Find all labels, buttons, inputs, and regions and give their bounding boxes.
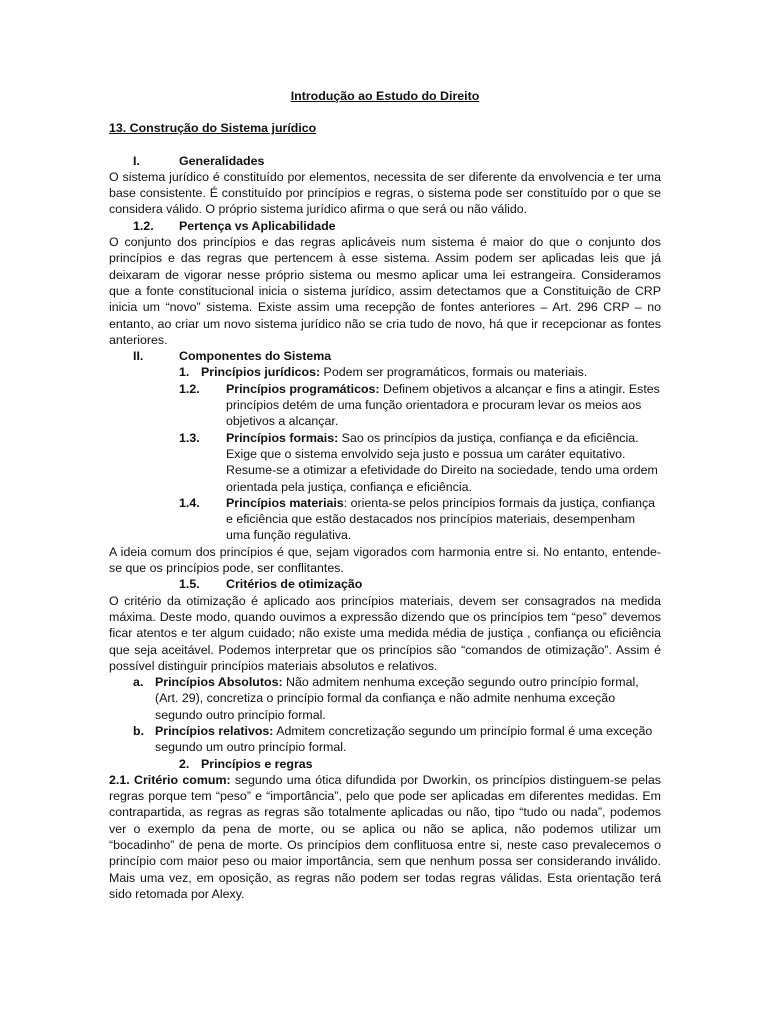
item-number: 1.4. bbox=[179, 495, 200, 510]
paragraph-otimizacao: O critério da otimização é aplicado aos princípios materiais, devem ser consagrados na medida máxima. Deste modo, quando ouvimos a expressão dizendo que os princípios tem “peso” devemos ficar atentos e ter algum cuidado; não existe uma medida média de justiça , confiança ou eficiência que seja aceitável. Podemos interpretar que os princípios são “comandos de otimização”. Assim é possível distinguir princípios materiais absolutos e relativos. bbox=[109, 593, 661, 673]
heading-number: 1.5. bbox=[179, 577, 200, 592]
item-number: 1.2. bbox=[179, 381, 200, 396]
heading-title: Critérios de otimização bbox=[226, 577, 363, 592]
heading-generalidades bbox=[109, 153, 661, 169]
heading-title: Generalidades bbox=[179, 153, 265, 168]
heading-title: Princípios e regras bbox=[201, 756, 313, 771]
paragraph-criterio-comum bbox=[109, 772, 661, 902]
heading-title: Componentes do Sistema bbox=[179, 349, 332, 364]
item-term: 2.1. Critério comum: bbox=[109, 772, 231, 787]
heading-number: I. bbox=[133, 153, 140, 168]
item-term: Princípios jurídicos: bbox=[201, 365, 321, 380]
document-title: Introdução ao Estudo do Direito bbox=[290, 89, 480, 103]
item-principios-juridicos bbox=[109, 364, 661, 380]
document-page bbox=[109, 88, 661, 902]
item-principios-relativos bbox=[109, 723, 661, 756]
item-term: Princípios formais: bbox=[226, 430, 339, 445]
heading-number: 1.2. bbox=[133, 218, 154, 233]
heading-number: II. bbox=[133, 349, 144, 364]
item-principios-formais bbox=[109, 430, 661, 495]
heading-pertenca bbox=[109, 218, 661, 234]
paragraph-generalidades: O sistema jurídico é constituído por elementos, necessita de ser diferente da envolvencia e ter uma base consistente. É constituído por princípios e regras, o sistema pode ser constituído por o que se considera válido. O próprio sistema jurídico afirma o que será ou não válido. bbox=[109, 169, 661, 217]
paragraph-ideia-comum: A ideia comum dos princípios é que, sejam vigorados com harmonia entre si. No entanto, entende-se que os princípios pode, ser conflitantes. bbox=[109, 544, 661, 576]
item-letter: b. bbox=[133, 723, 145, 738]
item-text: : orienta-se pelos princípios formais da justiça, confiança e eficiência que estão destacados nos princípios materiais, desempenham uma função regulativa. bbox=[226, 495, 656, 543]
item-term: Princípios Absolutos: bbox=[155, 675, 283, 690]
item-term: Princípios relativos: bbox=[155, 723, 274, 738]
heading-principios-regras bbox=[109, 756, 661, 772]
item-letter: a. bbox=[133, 675, 144, 690]
item-text: Podem ser programáticos, formais ou materiais. bbox=[320, 365, 588, 380]
paragraph-pertenca: O conjunto dos princípios e das regras aplicáveis num sistema é maior do que o conjunto dos princípios e das regras que pertencem à esse sistema. Assim podem ser aplicadas leis que já deixaram de vigorar nesse próprio sistema ou mesmo aplicar uma lei estrangeira. Consideramos que a fonte constitucional inicia o sistema jurídico, assim detectamos que a Constituição de CRP inicia um “novo” sistema. Existe assim uma recepção de fontes anteriores – Art. 296 CRP – no entanto, ao criar um novo sistema jurídico não se cria tudo de novo, há que ir recepcionar as fontes anteriores. bbox=[109, 235, 661, 347]
item-text: Definem objetivos a alcançar e fins a atingir. Estes princípios detém de uma função orientadora e procuram levar os meios aos objetivos a alcançar. bbox=[226, 381, 660, 429]
item-term: Princípios programáticos: bbox=[226, 381, 380, 396]
item-number: 1. bbox=[179, 365, 190, 380]
item-text: segundo uma ótica difundida por Dworkin, os princípios distinguem-se pelas regras porque tem “peso” e “importância”, pelo que pode ser aplicadas em diferentes medidas. Em contrapartida, as regras as regras são totalmente aplicadas ou não, tipo “tudo ou nada”, podemos ver o exemplo da pena de morte, ou se aplica ou não se aplica, não podemos utilizar um “bocadinho” de pena de morte. Os princípios dem conflituosa entre si, neste caso prevalecemos o princípio com maior peso ou maior importância, sem que nenhum possa ser considerando inválido. Mais uma vez, em oposição, as regras não podem ser todas regras válidas. Esta orientação terá sido retomada por Alexy. bbox=[109, 772, 661, 901]
heading-title: Pertença vs Aplicabilidade bbox=[179, 218, 336, 233]
item-principios-absolutos bbox=[109, 674, 661, 723]
heading-criterios-otimizacao bbox=[109, 576, 661, 592]
heading-componentes bbox=[109, 348, 661, 364]
item-principios-programaticos bbox=[109, 381, 661, 430]
item-text: Não admitem nenhuma exceção segundo outro princípio formal, (Art. 29), concretiza o princípio formal da confiança e não admite nenhuma exceção segundo outro princípio formal. bbox=[155, 675, 639, 722]
item-principios-materiais bbox=[109, 495, 661, 544]
item-term: Princípios materiais bbox=[226, 495, 344, 510]
item-text: Admitem concretização segundo um princípio formal é uma exceção segundo um outro princípio formal. bbox=[155, 723, 653, 755]
heading-number: 2. bbox=[179, 756, 190, 771]
section-heading-13: 13. Construção do Sistema jurídico bbox=[109, 121, 317, 136]
item-number: 1.3. bbox=[179, 430, 200, 445]
item-text: Sao os princípios da justiça, confiança e da eficiência. Exige que o sistema envolvido seja justo e possua um caráter equitativo. Resume-se a otimizar a efetividade do Direito na sociedade, tendo uma ordem orientada pela justiça, confiança e eficiência. bbox=[226, 430, 658, 494]
